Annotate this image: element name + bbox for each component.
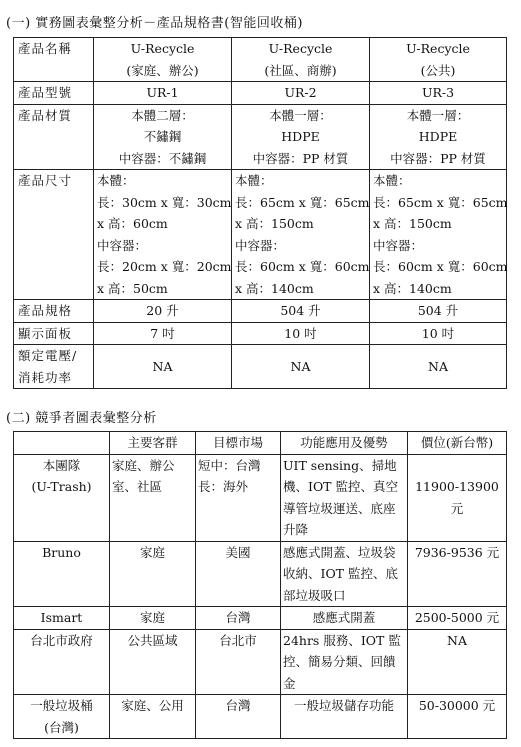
header-customers: 主要客群 <box>110 432 196 455</box>
size-line: 中容器： <box>97 237 148 253</box>
product-material <box>232 104 370 170</box>
size-line: 長：60cm x 寬：60cm <box>235 259 370 274</box>
product-power: NA <box>94 345 232 389</box>
header-features: 功能應用及優勢 <box>281 432 408 455</box>
row-product-display <box>14 322 507 345</box>
row-product-power <box>14 345 507 389</box>
product-name-cell <box>232 38 370 82</box>
row-product-size <box>14 170 507 300</box>
competitor-name <box>14 629 110 695</box>
material-line: 中容器：PP 材質 <box>252 150 349 166</box>
product-power: NA <box>370 345 507 389</box>
product-model: UR-2 <box>232 82 370 105</box>
size-line: 中容器： <box>373 237 424 253</box>
competitor-market: 台北市 <box>196 629 281 695</box>
competitor-price: NA <box>408 629 507 695</box>
header-market: 目標市場 <box>196 432 281 455</box>
product-model: UR-3 <box>370 82 507 105</box>
competitor-customers: 家庭、辦公室、社區 <box>110 454 196 541</box>
product-size <box>370 170 507 300</box>
competitor-market: 短中：台灣長：海外 <box>196 454 281 541</box>
competitor-price: 2500-5000 元 <box>408 607 507 630</box>
competitor-features: UIT sensing、掃地機、IOT 監控、真空導管垃圾運送、底座升降 <box>281 454 408 541</box>
row-product-model <box>14 82 507 105</box>
section2-title: (二) 競爭者圖表彙整分析 <box>6 411 157 426</box>
name-line: Ismart <box>40 610 83 625</box>
name-line: (台灣) <box>44 719 79 735</box>
label-product-size: 產品尺寸 <box>14 170 94 300</box>
product-display: 10 吋 <box>370 322 507 345</box>
row-product-material <box>14 104 507 170</box>
section1-title: (一) 實務圖表彙整分析－產品規格書(智能回收桶) <box>6 16 303 31</box>
competitor-header-row <box>14 432 507 455</box>
competitor-features: 一般垃圾儲存功能 <box>281 695 408 739</box>
size-line: x 高：150cm <box>235 216 314 231</box>
competitor-name <box>14 607 110 630</box>
competitor-market: 台灣 <box>196 607 281 630</box>
product-material <box>370 104 507 170</box>
size-line: 本體： <box>373 173 411 188</box>
product-name-cell <box>370 38 507 82</box>
name-line: Bruno <box>42 544 81 560</box>
product-name: U-Recycle <box>130 41 195 56</box>
label-product-name: 產品名稱 <box>14 38 94 82</box>
competitor-price: 50-30000 元 <box>408 695 507 739</box>
material-line: 不鏽鋼 <box>143 129 182 144</box>
product-size <box>94 170 232 300</box>
label-product-model: 產品型號 <box>14 82 94 105</box>
product-capacity: 504 升 <box>370 300 507 323</box>
competitor-name <box>14 454 110 541</box>
material-line: 中容器：不鏽鋼 <box>118 150 207 166</box>
name-line: 台北市政府 <box>30 632 93 648</box>
product-target: (家庭、辦公) <box>126 62 199 78</box>
product-name: U-Recycle <box>268 41 333 56</box>
competitor-customers: 家庭 <box>110 607 196 630</box>
row-product-capacity <box>14 300 507 323</box>
product-model: UR-1 <box>94 82 232 105</box>
competitor-table <box>13 431 507 739</box>
size-line: 長：65cm x 寬：65cm <box>373 194 508 210</box>
name-line: 本團隊 <box>42 457 81 473</box>
power-label-line: 額定電壓/ <box>18 348 78 363</box>
competitor-features: 24hrs 服務、IOT 監控、簡易分類、回饋金 <box>281 629 408 695</box>
competitor-market: 台灣 <box>196 695 281 739</box>
size-line: x 高：140cm <box>373 280 452 296</box>
competitor-price: 7936-9536 元 <box>408 541 507 607</box>
competitor-name <box>14 541 110 607</box>
name-line: (U-Trash) <box>31 479 92 494</box>
competitor-price: 11900-13900 元 <box>408 454 507 541</box>
product-target: (公共) <box>420 62 456 78</box>
row-product-name <box>14 38 507 82</box>
label-product-material: 產品材質 <box>14 104 94 170</box>
product-size <box>232 170 370 300</box>
competitor-customers: 家庭 <box>110 541 196 607</box>
product-spec-table <box>13 37 507 389</box>
label-product-power <box>14 345 94 389</box>
material-line: 中容器：PP 材質 <box>390 150 486 166</box>
material-line: HDPE <box>281 129 320 144</box>
header-cell <box>14 432 110 455</box>
label-product-capacity: 產品規格 <box>14 300 94 323</box>
size-line: x 高：150cm <box>373 216 452 231</box>
competitor-market: 美國 <box>196 541 281 607</box>
competitor-name <box>14 695 110 739</box>
size-line: 中容器： <box>235 237 286 253</box>
header-price: 價位(新台幣) <box>408 432 507 455</box>
size-line: 長：20cm x 寬：20cm <box>97 259 232 274</box>
competitor-row <box>14 454 507 541</box>
competitor-row <box>14 607 507 630</box>
material-line: 本體一層： <box>406 107 470 123</box>
competitor-row <box>14 629 507 695</box>
product-display: 10 吋 <box>232 322 370 345</box>
product-material <box>94 104 232 170</box>
name-line: 一般垃圾桶 <box>30 698 93 713</box>
size-line: x 高：140cm <box>235 280 314 296</box>
size-line: 本體： <box>235 173 273 188</box>
size-line: 長：65cm x 寬：65cm <box>235 194 370 210</box>
material-line: HDPE <box>418 129 458 144</box>
product-target: (社區、商辦) <box>264 62 337 78</box>
material-line: 本體二層： <box>131 107 194 123</box>
competitor-customers: 家庭、公用 <box>110 695 196 739</box>
label-product-display: 顯示面板 <box>14 322 94 345</box>
size-line: x 高：60cm <box>97 216 168 231</box>
power-label-line: 消耗功率 <box>18 369 73 385</box>
competitor-row <box>14 541 507 607</box>
size-line: 本體： <box>97 173 135 188</box>
product-capacity: 504 升 <box>232 300 370 323</box>
material-line: 本體一層： <box>269 107 332 123</box>
product-display: 7 吋 <box>94 322 232 345</box>
product-capacity: 20 升 <box>94 300 232 323</box>
size-line: 長：60cm x 寬：60cm <box>373 259 508 274</box>
competitor-customers: 公共區域 <box>110 629 196 695</box>
product-name-cell <box>94 38 232 82</box>
product-power: NA <box>232 345 370 389</box>
product-name: U-Recycle <box>406 41 470 56</box>
competitor-row <box>14 695 507 739</box>
size-line: x 高：50cm <box>97 280 168 296</box>
competitor-features: 感應式開蓋、垃圾袋收納、IOT 監控、底部垃圾吸口 <box>281 541 408 607</box>
size-line: 長：30cm x 寬：30cm <box>97 194 232 210</box>
competitor-features: 感應式開蓋 <box>281 607 408 630</box>
